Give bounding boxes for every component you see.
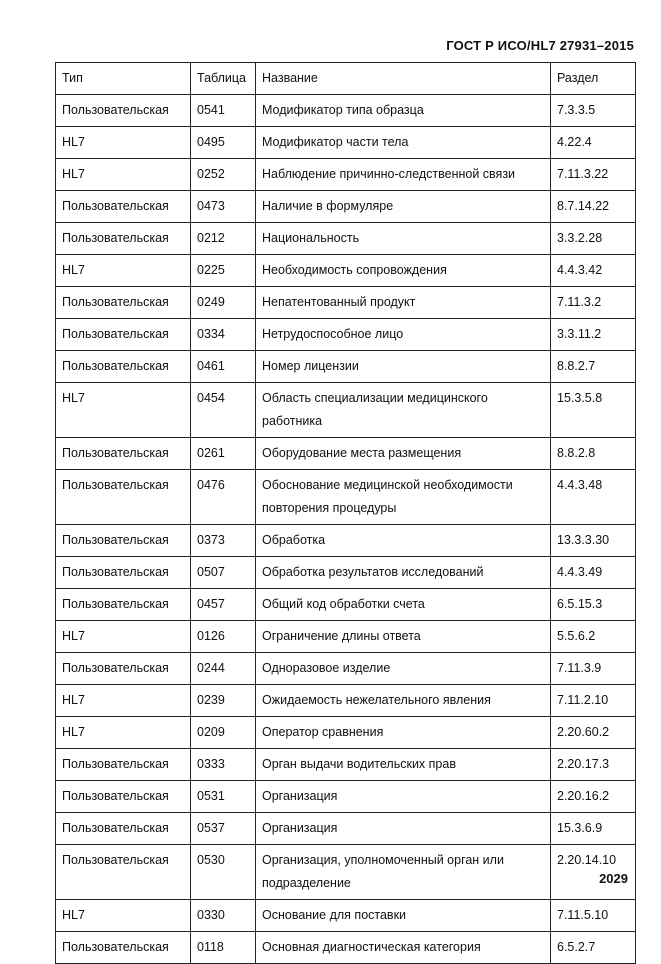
cell-section: 4.4.3.48 [551,470,636,525]
cell-name: Наличие в формуляре [256,191,551,223]
cell-table: 0118 [191,932,256,964]
cell-table: 0212 [191,223,256,255]
cell-table: 0239 [191,685,256,717]
cell-table: 0252 [191,159,256,191]
table-row [56,191,636,223]
cell-table: 0261 [191,438,256,470]
cell-type: Пользовательская [56,438,191,470]
cell-type: Пользовательская [56,351,191,383]
cell-section: 2.20.16.2 [551,781,636,813]
cell-type: Пользовательская [56,223,191,255]
cell-type: HL7 [56,127,191,159]
cell-type: HL7 [56,255,191,287]
table-row [56,383,636,438]
cell-section: 7.11.2.10 [551,685,636,717]
table-row [56,287,636,319]
cell-table: 0495 [191,127,256,159]
cell-table: 0244 [191,653,256,685]
cell-table: 0461 [191,351,256,383]
cell-name: Общий код обработки счета [256,589,551,621]
cell-table: 0507 [191,557,256,589]
cell-type: HL7 [56,900,191,932]
cell-table: 0330 [191,900,256,932]
cell-table: 0457 [191,589,256,621]
cell-section: 15.3.6.9 [551,813,636,845]
table-row [56,438,636,470]
cell-name: Модификатор части тела [256,127,551,159]
cell-section: 6.5.2.7 [551,932,636,964]
cell-name: Основная диагностическая категория [256,932,551,964]
cell-type: Пользовательская [56,932,191,964]
cell-table: 0333 [191,749,256,781]
cell-name: Обоснование медицинской необходимости повторения процедуры [256,470,551,525]
table-row [56,685,636,717]
cell-section: 7.11.5.10 [551,900,636,932]
cell-table: 0225 [191,255,256,287]
cell-name: Организация [256,813,551,845]
cell-section: 4.22.4 [551,127,636,159]
column-header-table: Таблица [191,63,256,95]
cell-name: Наблюдение причинно-следственной связи [256,159,551,191]
document-header: ГОСТ Р ИСО/HL7 27931–2015 [446,38,634,53]
cell-type: Пользовательская [56,781,191,813]
table-row [56,319,636,351]
table-row [56,589,636,621]
cell-table: 0454 [191,383,256,438]
table-row [56,127,636,159]
cell-table: 0530 [191,845,256,900]
table-row [56,525,636,557]
cell-table: 0334 [191,319,256,351]
cell-table: 0537 [191,813,256,845]
cell-section: 4.4.3.49 [551,557,636,589]
table-header [56,63,636,95]
cell-name: Ограничение длины ответа [256,621,551,653]
cell-section: 7.11.3.2 [551,287,636,319]
table-row [56,470,636,525]
cell-type: Пользовательская [56,653,191,685]
cell-type: Пользовательская [56,589,191,621]
table-row [56,653,636,685]
table-row [56,255,636,287]
cell-name: Основание для поставки [256,900,551,932]
cell-type: HL7 [56,685,191,717]
cell-type: HL7 [56,383,191,438]
table-row [56,351,636,383]
cell-type: Пользовательская [56,749,191,781]
cell-type: Пользовательская [56,319,191,351]
cell-section: 2.20.60.2 [551,717,636,749]
cell-section: 8.8.2.8 [551,438,636,470]
cell-section: 8.7.14.22 [551,191,636,223]
cell-table: 0249 [191,287,256,319]
column-header-type: Тип [56,63,191,95]
cell-name: Оператор сравнения [256,717,551,749]
cell-name: Область специализации медицинского работника [256,383,551,438]
table-row [56,932,636,964]
cell-name: Обработка [256,525,551,557]
cell-type: Пользовательская [56,287,191,319]
code-table [55,62,636,964]
cell-section: 13.3.3.30 [551,525,636,557]
cell-table: 0209 [191,717,256,749]
table-row [56,900,636,932]
cell-table: 0126 [191,621,256,653]
cell-name: Ожидаемость нежелательного явления [256,685,551,717]
table-row [56,159,636,191]
cell-type: Пользовательская [56,557,191,589]
table-row [56,717,636,749]
cell-section: 7.3.3.5 [551,95,636,127]
column-header-name: Название [256,63,551,95]
table-row [56,781,636,813]
cell-name: Необходимость сопровождения [256,255,551,287]
cell-type: HL7 [56,717,191,749]
cell-type: Пользовательская [56,191,191,223]
cell-name: Модификатор типа образца [256,95,551,127]
cell-type: Пользовательская [56,813,191,845]
cell-name: Оборудование места размещения [256,438,551,470]
cell-section: 7.11.3.9 [551,653,636,685]
cell-name: Организация, уполномоченный орган или подразделение [256,845,551,900]
cell-section: 15.3.5.8 [551,383,636,438]
cell-name: Номер лицензии [256,351,551,383]
table-row [56,845,636,900]
cell-section: 2.20.14.10 [551,845,636,900]
cell-name: Обработка результатов исследований [256,557,551,589]
cell-type: Пользовательская [56,525,191,557]
table-row [56,749,636,781]
cell-table: 0531 [191,781,256,813]
cell-section: 7.11.3.22 [551,159,636,191]
cell-name: Непатентованный продукт [256,287,551,319]
table-row [56,813,636,845]
table-row [56,621,636,653]
cell-type: Пользовательская [56,470,191,525]
cell-section: 8.8.2.7 [551,351,636,383]
cell-name: Орган выдачи водительских прав [256,749,551,781]
cell-type: Пользовательская [56,845,191,900]
cell-name: Национальность [256,223,551,255]
page-number: 2029 [599,871,628,886]
table-row [56,95,636,127]
cell-table: 0476 [191,470,256,525]
cell-section: 3.3.2.28 [551,223,636,255]
cell-section: 4.4.3.42 [551,255,636,287]
table-row [56,557,636,589]
cell-type: Пользовательская [56,95,191,127]
cell-section: 2.20.17.3 [551,749,636,781]
cell-type: HL7 [56,159,191,191]
cell-table: 0473 [191,191,256,223]
cell-section: 6.5.15.3 [551,589,636,621]
table-row [56,223,636,255]
cell-section: 3.3.11.2 [551,319,636,351]
cell-table: 0373 [191,525,256,557]
table-body [56,95,636,964]
cell-table: 0541 [191,95,256,127]
cell-name: Нетрудоспособное лицо [256,319,551,351]
column-header-section: Раздел [551,63,636,95]
cell-section: 5.5.6.2 [551,621,636,653]
cell-type: HL7 [56,621,191,653]
cell-name: Организация [256,781,551,813]
cell-name: Одноразовое изделие [256,653,551,685]
